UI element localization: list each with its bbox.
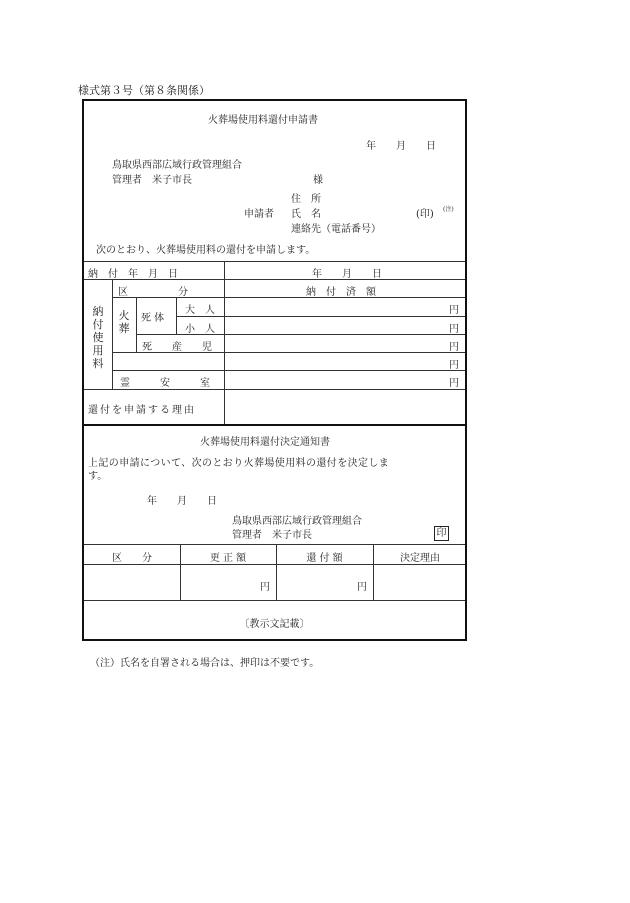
row-divider xyxy=(84,261,465,262)
row-divider xyxy=(112,370,465,371)
fee-vertical-label: 納付使用料 xyxy=(92,305,104,370)
stillborn-label: 死 産 児 xyxy=(142,342,212,353)
child-label: 小 人 xyxy=(185,324,215,335)
form-id: 様式第３号（第８条関係） xyxy=(78,84,210,97)
paid-amount-header: 納 付 済 額 xyxy=(306,287,376,298)
instruction-note: 〔教示文記載〕 xyxy=(239,619,310,630)
intro-text: 次のとおり、火葬場使用料の還付を申請します。 xyxy=(96,245,316,256)
decision-title: 火葬場使用料還付決定通知書 xyxy=(200,437,330,448)
decision-text-1: 上記の申請について、次のとおり火葬場使用料の還付を決定しま xyxy=(88,458,390,469)
yen-stillborn: 円 xyxy=(449,342,459,353)
yen-adult: 円 xyxy=(449,305,459,316)
form-title: 火葬場使用料還付申請書 xyxy=(208,115,318,126)
col-corrected: 更 正 額 xyxy=(209,553,247,564)
organization-name: 鳥取県西部広域行政管理組合 xyxy=(112,160,242,171)
section-divider xyxy=(84,424,465,426)
decision-manager: 管理者 米子市長 xyxy=(232,530,312,541)
application-form xyxy=(82,99,467,641)
row-divider xyxy=(84,564,465,565)
manager-title: 管理者 米子市長 xyxy=(112,175,192,186)
yen-corrected: 円 xyxy=(260,582,270,593)
honorific: 様 xyxy=(313,175,323,186)
row-divider xyxy=(84,600,465,601)
decision-date: 年 月 日 xyxy=(147,496,217,507)
seal-stamp: 印 xyxy=(434,526,449,541)
decision-org: 鳥取県西部広域行政管理組合 xyxy=(232,516,362,527)
col-divider xyxy=(112,279,113,389)
reason-label: 還付を申請する理由 xyxy=(88,405,196,416)
col-refund: 還 付 額 xyxy=(306,553,343,564)
col-divider xyxy=(176,297,177,334)
yen-mortuary: 円 xyxy=(449,378,459,389)
yen-child: 円 xyxy=(449,324,459,335)
yen-refund: 円 xyxy=(357,582,367,593)
col-reason: 決定理由 xyxy=(400,553,440,564)
row-divider xyxy=(84,389,465,390)
applicant-address-label: 住 所 xyxy=(291,194,321,205)
applicant-contact-label: 連絡先（電話番号） xyxy=(291,224,381,235)
application-date: 年 月 日 xyxy=(366,141,436,152)
note-mark: (注) xyxy=(443,206,454,213)
adult-label: 大 人 xyxy=(185,305,215,316)
mortuary-label: 霊 安 室 xyxy=(120,378,210,389)
col-kubun: 区 分 xyxy=(112,553,152,564)
kubun-header: 区 分 xyxy=(118,287,188,298)
payment-date-value: 年 月 日 xyxy=(312,269,382,280)
cremation-vertical-label: 火葬 xyxy=(118,309,130,335)
row-divider xyxy=(84,544,465,545)
col-divider xyxy=(224,261,225,424)
decision-text-2: す。 xyxy=(88,471,108,482)
footnote: （注）氏名を自署される場合は、押印は不要です。 xyxy=(90,658,320,669)
row-divider xyxy=(176,316,465,317)
seal-mark: (印) xyxy=(416,209,434,220)
applicant-label: 申請者 xyxy=(244,209,274,220)
body-label: 死 体 xyxy=(141,313,165,324)
col-divider xyxy=(136,297,137,352)
payment-date-label: 納 付 年 月 日 xyxy=(88,269,178,280)
yen-blank: 円 xyxy=(449,360,459,371)
applicant-name-label: 氏 名 xyxy=(291,209,321,220)
